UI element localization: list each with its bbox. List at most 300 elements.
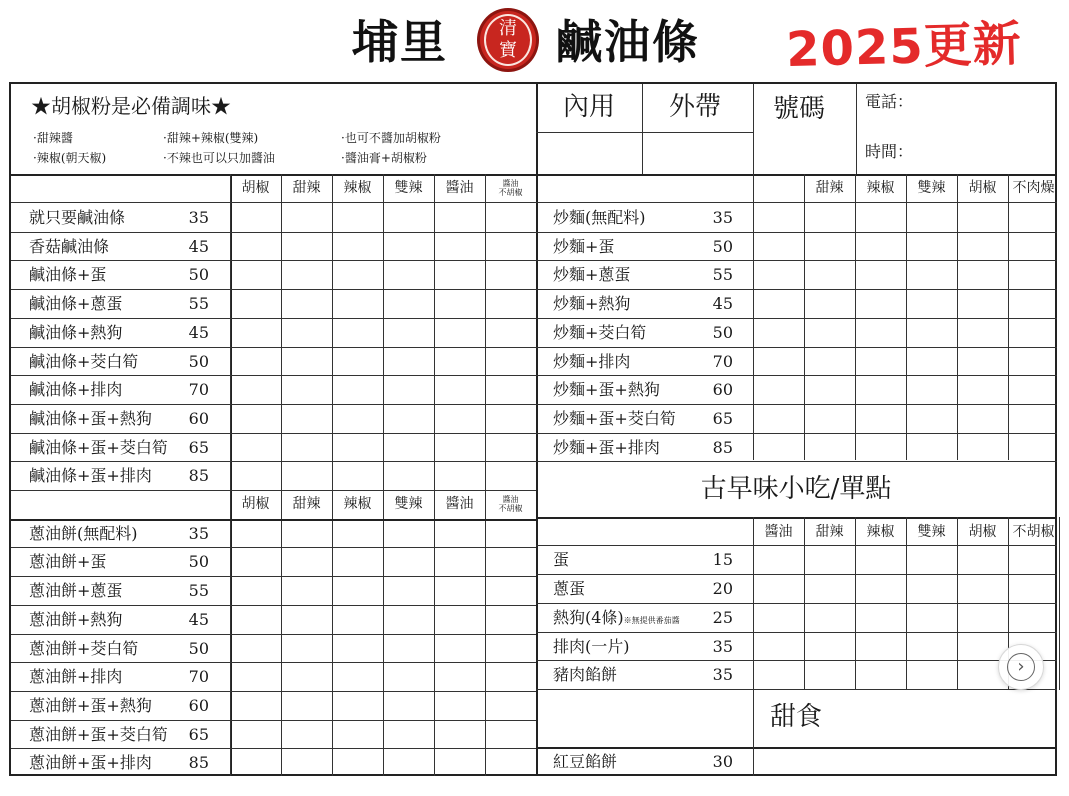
order-checkbox-cell[interactable]	[755, 262, 802, 287]
pancake-item-price: 60	[188, 695, 209, 715]
seal-char-top: 清	[499, 18, 517, 39]
order-checkbox-cell[interactable]	[1010, 605, 1057, 630]
order-checkbox-cell[interactable]	[1010, 234, 1057, 259]
order-checkbox-cell[interactable]	[908, 205, 955, 230]
order-checkbox-cell[interactable]	[385, 234, 432, 259]
order-checkbox-cell[interactable]	[232, 578, 279, 603]
noodle-item-name: 炒麵+蛋+茭白筍	[553, 408, 676, 428]
order-checkbox-cell[interactable]	[959, 435, 1006, 460]
pepper-slogan: ★胡椒粉是必備調味★	[31, 94, 231, 118]
noodle-item-price: 55	[712, 265, 733, 285]
grid-line	[536, 347, 1057, 348]
pancake-item-price: 35	[188, 523, 209, 543]
order-checkbox-cell[interactable]	[806, 262, 853, 287]
order-checkbox-cell[interactable]	[806, 349, 853, 374]
order-checkbox-cell[interactable]	[857, 262, 904, 287]
order-checkbox-cell[interactable]	[755, 320, 802, 345]
grid-line	[230, 174, 231, 776]
order-checkbox-cell[interactable]	[436, 463, 483, 488]
order-checkbox-cell[interactable]	[487, 320, 534, 345]
order-checkbox-cell[interactable]	[857, 547, 904, 572]
youtiao-item-price: 65	[188, 437, 209, 457]
order-checkbox-cell[interactable]	[1010, 320, 1057, 345]
order-checkbox-cell[interactable]	[959, 634, 1006, 659]
order-checkbox-cell[interactable]	[385, 549, 432, 574]
column-header: 不胡椒	[1012, 523, 1055, 540]
phone-label[interactable]: 電話：	[865, 92, 914, 111]
order-checkbox-cell[interactable]	[959, 205, 1006, 230]
grid-line	[332, 174, 333, 776]
order-checkbox-cell[interactable]	[1010, 349, 1057, 374]
order-checkbox-cell[interactable]	[959, 576, 1006, 601]
seal-char-bottom: 寶	[499, 40, 517, 61]
pancake-item-name: 蔥油餅+茭白筍	[29, 638, 139, 658]
grid-line	[536, 660, 1057, 661]
order-checkbox-cell[interactable]	[755, 349, 802, 374]
snack-item-price: 15	[712, 550, 733, 570]
update-badge: 2025更新	[785, 15, 1023, 79]
order-checkbox-cell[interactable]	[806, 377, 853, 402]
order-checkbox-cell[interactable]	[487, 521, 534, 546]
order-checkbox-cell[interactable]	[436, 435, 483, 460]
snack-item-price: 35	[712, 636, 733, 656]
dessert-order-cell[interactable]	[755, 749, 1055, 774]
order-checkbox-cell[interactable]	[283, 349, 330, 374]
order-checkbox-cell[interactable]	[232, 750, 279, 775]
order-checkbox-cell[interactable]	[283, 636, 330, 661]
grid-line	[11, 232, 536, 233]
order-checkbox-cell[interactable]	[283, 377, 330, 402]
order-checkbox-cell[interactable]	[806, 662, 853, 687]
youtiao-item-name: 鹹油條+蔥蛋	[29, 294, 123, 314]
order-checkbox-cell[interactable]	[436, 521, 483, 546]
pancake-item-price: 50	[188, 552, 209, 572]
column-header: 辣椒	[866, 180, 895, 196]
time-label[interactable]: 時間：	[865, 142, 914, 161]
order-checkbox-cell[interactable]	[959, 349, 1006, 374]
snack-item-name: 熱狗(4條)※無提供番茄醬	[553, 607, 680, 627]
youtiao-item-price: 70	[188, 380, 209, 400]
order-checkbox-cell[interactable]	[806, 291, 853, 316]
order-checkbox-cell[interactable]	[385, 377, 432, 402]
order-checkbox-cell[interactable]	[334, 205, 381, 230]
grid-line	[753, 84, 754, 174]
order-checkbox-cell[interactable]	[232, 234, 279, 259]
noodle-item-price: 35	[712, 208, 733, 227]
shop-name: 鹹油條	[556, 15, 700, 69]
order-checkbox-cell[interactable]	[334, 377, 381, 402]
order-checkbox-cell[interactable]	[232, 722, 279, 747]
order-checkbox-cell[interactable]	[436, 205, 483, 230]
order-checkbox-cell[interactable]	[232, 349, 279, 374]
order-checkbox-cell[interactable]	[1010, 576, 1057, 601]
order-checkbox-cell[interactable]	[436, 722, 483, 747]
grid-line	[536, 574, 1057, 575]
order-checkbox-cell[interactable]	[334, 406, 381, 431]
order-checkbox-cell[interactable]	[1010, 406, 1057, 431]
order-checkbox-cell[interactable]	[959, 547, 1006, 572]
order-checkbox-cell[interactable]	[806, 435, 853, 460]
snack-item-price: 25	[712, 607, 733, 627]
order-checkbox-cell[interactable]	[755, 435, 802, 460]
column-header: 不肉燥	[1012, 180, 1055, 196]
pancake-item-price: 85	[188, 753, 209, 773]
order-checkbox-cell[interactable]	[487, 636, 534, 661]
order-checkbox-cell[interactable]	[487, 262, 534, 287]
snack-item-name: 豬肉餡餅	[553, 665, 618, 685]
order-checkbox-cell[interactable]	[908, 349, 955, 374]
order-checkbox-cell[interactable]	[385, 262, 432, 287]
grid-line	[536, 84, 538, 776]
youtiao-item-price: 45	[188, 236, 209, 256]
grid-line	[536, 689, 1057, 690]
order-checkbox-cell[interactable]	[755, 291, 802, 316]
order-checkbox-cell[interactable]	[755, 205, 802, 230]
order-checkbox-cell[interactable]	[232, 664, 279, 689]
grid-line	[536, 318, 1057, 319]
order-checkbox-cell[interactable]	[334, 722, 381, 747]
noodle-item-price: 85	[712, 437, 733, 457]
youtiao-item-price: 50	[188, 351, 209, 371]
order-checkbox-cell[interactable]	[283, 750, 330, 775]
grid-line	[434, 174, 435, 776]
order-checkbox-cell[interactable]	[487, 722, 534, 747]
grid-line	[753, 517, 754, 776]
order-checkbox-cell[interactable]	[232, 521, 279, 546]
order-checkbox-cell[interactable]	[487, 607, 534, 632]
order-checkbox-cell[interactable]	[385, 750, 432, 775]
order-checkbox-cell[interactable]	[755, 547, 802, 572]
noodle-item-name: 炒麵+茭白筍	[553, 322, 647, 342]
column-header: 雙辣	[917, 180, 946, 196]
note-item: ·甜辣醬	[33, 131, 73, 145]
grid-line	[11, 634, 536, 635]
order-checkbox-cell[interactable]	[806, 234, 853, 259]
order-checkbox-cell[interactable]	[232, 262, 279, 287]
order-checkbox-cell[interactable]	[857, 634, 904, 659]
order-checkbox-cell[interactable]	[436, 234, 483, 259]
order-checkbox-cell[interactable]	[487, 435, 534, 460]
order-checkbox-cell[interactable]	[857, 605, 904, 630]
order-checkbox-cell[interactable]	[908, 377, 955, 402]
order-checkbox-cell[interactable]	[436, 406, 483, 431]
grid-line	[11, 662, 536, 663]
order-checkbox-cell[interactable]	[385, 205, 432, 230]
grid-line	[11, 547, 536, 548]
grid-line	[11, 605, 536, 606]
column-header: 醬油	[764, 523, 793, 540]
order-checkbox-cell[interactable]	[857, 291, 904, 316]
order-checkbox-cell[interactable]	[908, 291, 955, 316]
order-checkbox-cell[interactable]	[436, 664, 483, 689]
order-checkbox-cell[interactable]	[857, 205, 904, 230]
order-checkbox-cell[interactable]	[232, 291, 279, 316]
order-checkbox-cell[interactable]	[283, 578, 330, 603]
order-checkbox-cell[interactable]	[436, 377, 483, 402]
order-checkbox-cell[interactable]	[959, 291, 1006, 316]
order-checkbox-cell[interactable]	[334, 636, 381, 661]
order-checkbox-cell[interactable]	[806, 320, 853, 345]
order-checkbox-cell[interactable]	[283, 262, 330, 287]
grid-line	[11, 720, 536, 721]
grid-line	[536, 289, 1057, 290]
order-checkbox-cell[interactable]	[487, 291, 534, 316]
order-checkbox-cell[interactable]	[908, 634, 955, 659]
noodle-item-price: 45	[712, 294, 733, 314]
order-checkbox-cell[interactable]	[436, 291, 483, 316]
order-checkbox-cell[interactable]	[487, 234, 534, 259]
order-checkbox-cell[interactable]	[385, 291, 432, 316]
order-checkbox-cell[interactable]	[908, 547, 955, 572]
order-checkbox-cell[interactable]	[334, 578, 381, 603]
youtiao-item-price: 60	[188, 408, 209, 428]
order-checkbox-cell[interactable]	[385, 320, 432, 345]
snack-item-name: 蛋	[553, 550, 570, 570]
order-checkbox-cell[interactable]	[436, 607, 483, 632]
note-item: ·辣椒(朝天椒)	[33, 151, 107, 165]
order-checkbox-cell[interactable]	[959, 234, 1006, 259]
grid-line	[536, 132, 753, 133]
order-checkbox-cell[interactable]	[283, 664, 330, 689]
order-checkbox-cell[interactable]	[283, 521, 330, 546]
pancake-item-name: 蔥油餅+蛋+熱狗	[29, 695, 152, 715]
order-checkbox-cell[interactable]	[283, 607, 330, 632]
order-checkbox-cell[interactable]	[232, 377, 279, 402]
order-checkbox-cell[interactable]	[334, 234, 381, 259]
order-checkbox-cell[interactable]	[908, 605, 955, 630]
order-checkbox-cell[interactable]	[806, 634, 853, 659]
order-checkbox-cell[interactable]	[755, 662, 802, 687]
order-checkbox-cell[interactable]	[436, 636, 483, 661]
order-checkbox-cell[interactable]	[908, 262, 955, 287]
order-checkbox-cell[interactable]	[283, 291, 330, 316]
order-checkbox-cell[interactable]	[436, 320, 483, 345]
pancake-item-price: 50	[188, 638, 209, 658]
order-checkbox-cell[interactable]	[232, 607, 279, 632]
order-checkbox-cell[interactable]	[487, 664, 534, 689]
grid-line	[11, 174, 1057, 176]
order-checkbox-cell[interactable]	[334, 463, 381, 488]
pancake-item-name: 蔥油餅+熱狗	[29, 609, 123, 629]
order-checkbox-cell[interactable]	[232, 320, 279, 345]
order-checkbox-cell[interactable]	[857, 377, 904, 402]
order-checkbox-cell[interactable]	[334, 750, 381, 775]
order-checkbox-cell[interactable]	[487, 406, 534, 431]
order-checkbox-cell[interactable]	[283, 435, 330, 460]
grid-line	[11, 202, 536, 203]
order-checkbox-cell[interactable]	[436, 549, 483, 574]
order-checkbox-cell[interactable]	[232, 463, 279, 488]
order-checkbox-cell[interactable]	[487, 578, 534, 603]
order-checkbox-cell[interactable]	[857, 576, 904, 601]
order-checkbox-cell[interactable]	[857, 435, 904, 460]
order-checkbox-cell[interactable]	[385, 521, 432, 546]
youtiao-item-name: 香菇鹹油條	[29, 236, 110, 256]
order-checkbox-cell[interactable]	[385, 578, 432, 603]
order-checkbox-cell[interactable]	[232, 636, 279, 661]
order-checkbox-cell[interactable]	[334, 549, 381, 574]
column-header: 甜辣	[292, 180, 321, 196]
order-checkbox-cell[interactable]	[755, 377, 802, 402]
order-checkbox-cell[interactable]	[232, 693, 279, 718]
noodle-item-name: 炒麵+蛋+熱狗	[553, 380, 660, 400]
order-checkbox-cell[interactable]	[283, 463, 330, 488]
order-checkbox-cell[interactable]	[334, 521, 381, 546]
order-checkbox-cell[interactable]	[283, 320, 330, 345]
order-checkbox-cell[interactable]	[1010, 205, 1057, 230]
order-checkbox-cell[interactable]	[857, 234, 904, 259]
order-checkbox-cell[interactable]	[232, 406, 279, 431]
grid-line	[11, 375, 536, 376]
pancake-item-price: 45	[188, 609, 209, 629]
order-checkbox-cell[interactable]	[385, 349, 432, 374]
order-checkbox-cell[interactable]	[334, 320, 381, 345]
order-checkbox-cell[interactable]	[232, 435, 279, 460]
order-checkbox-cell[interactable]	[806, 605, 853, 630]
grid-line	[536, 632, 1057, 633]
order-checkbox-cell[interactable]	[385, 463, 432, 488]
order-checkbox-cell[interactable]	[755, 634, 802, 659]
order-checkbox-cell[interactable]	[755, 406, 802, 431]
order-checkbox-cell[interactable]	[755, 605, 802, 630]
order-checkbox-cell[interactable]	[334, 262, 381, 287]
noodle-item-price: 50	[712, 322, 733, 342]
order-checkbox-cell[interactable]	[806, 547, 853, 572]
column-header: 雙辣	[394, 496, 423, 512]
order-checkbox-cell[interactable]	[334, 435, 381, 460]
grid-line	[536, 202, 1057, 203]
order-checkbox-cell[interactable]	[334, 664, 381, 689]
order-checkbox-cell[interactable]	[385, 693, 432, 718]
order-checkbox-cell[interactable]	[908, 576, 955, 601]
order-checkbox-cell[interactable]	[487, 205, 534, 230]
order-checkbox-cell[interactable]	[232, 549, 279, 574]
noodle-item-name: 炒麵+熱狗	[553, 294, 631, 314]
order-checkbox-cell[interactable]	[487, 377, 534, 402]
order-checkbox-cell[interactable]	[436, 578, 483, 603]
order-checkbox-cell[interactable]	[908, 320, 955, 345]
order-checkbox-cell[interactable]	[385, 435, 432, 460]
order-checkbox-cell[interactable]	[385, 722, 432, 747]
snack-item-name: 蔥蛋	[553, 579, 586, 599]
order-checkbox-cell[interactable]	[959, 377, 1006, 402]
order-checkbox-cell[interactable]	[487, 349, 534, 374]
order-checkbox-cell[interactable]	[1010, 547, 1057, 572]
column-header: 醬油	[445, 496, 474, 512]
order-checkbox-cell[interactable]	[334, 693, 381, 718]
dessert-section-title: 甜食	[769, 702, 822, 732]
order-checkbox-cell[interactable]	[283, 722, 330, 747]
order-checkbox-cell[interactable]	[385, 664, 432, 689]
pancake-item-price: 55	[188, 581, 209, 601]
order-checkbox-cell[interactable]	[385, 636, 432, 661]
pancake-item-name: 蔥油餅+排肉	[29, 667, 123, 687]
order-checkbox-cell[interactable]	[1010, 435, 1057, 460]
page-header	[0, 0, 1069, 84]
order-checkbox-cell[interactable]	[959, 406, 1006, 431]
order-checkbox-cell[interactable]	[857, 320, 904, 345]
note-item: ·醬油膏+胡椒粉	[341, 151, 427, 165]
order-checkbox-cell[interactable]	[283, 549, 330, 574]
pancake-item-name: 蔥油餅+蛋+排肉	[29, 753, 152, 773]
order-checkbox-cell[interactable]	[908, 234, 955, 259]
grid-line	[11, 433, 536, 434]
order-checkbox-cell[interactable]	[436, 349, 483, 374]
order-checkbox-cell[interactable]	[385, 607, 432, 632]
order-checkbox-cell[interactable]	[334, 291, 381, 316]
youtiao-item-name: 鹹油條+排肉	[29, 380, 123, 400]
noodle-item-name: 炒麵(無配料)	[553, 208, 646, 227]
order-checkbox-cell[interactable]	[959, 262, 1006, 287]
column-header: 醬油 不胡椒	[498, 179, 523, 197]
dine-in-label: 內用	[563, 92, 616, 122]
order-checkbox-cell[interactable]	[283, 406, 330, 431]
noodle-item-name: 炒麵+排肉	[553, 351, 631, 371]
order-checkbox-cell[interactable]	[959, 605, 1006, 630]
column-header: 醬油	[445, 180, 474, 196]
order-checkbox-cell[interactable]	[334, 607, 381, 632]
column-header: 胡椒	[241, 180, 270, 196]
order-checkbox-cell[interactable]	[806, 205, 853, 230]
grid-line	[536, 232, 1057, 233]
order-checkbox-cell[interactable]	[857, 662, 904, 687]
snack-item-price: 20	[712, 579, 733, 599]
order-checkbox-cell[interactable]	[806, 576, 853, 601]
grid-line	[536, 433, 1057, 434]
grid-line	[11, 260, 536, 261]
order-checkbox-cell[interactable]	[385, 406, 432, 431]
next-image-button[interactable]	[998, 644, 1044, 690]
order-checkbox-cell[interactable]	[487, 549, 534, 574]
order-checkbox-cell[interactable]	[436, 750, 483, 775]
order-checkbox-cell[interactable]	[487, 750, 534, 775]
grid-line	[536, 517, 1057, 519]
order-checkbox-cell[interactable]	[755, 234, 802, 259]
youtiao-item-name: 鹹油條+熱狗	[29, 322, 123, 342]
order-checkbox-cell[interactable]	[908, 406, 955, 431]
order-checkbox-cell[interactable]	[487, 463, 534, 488]
order-checkbox-cell[interactable]	[283, 234, 330, 259]
order-checkbox-cell[interactable]	[334, 349, 381, 374]
order-checkbox-cell[interactable]	[908, 662, 955, 687]
column-header: 辣椒	[866, 523, 895, 540]
order-checkbox-cell[interactable]	[806, 406, 853, 431]
order-checkbox-cell[interactable]	[283, 205, 330, 230]
order-checkbox-cell[interactable]	[232, 205, 279, 230]
noodle-item-name: 炒麵+蛋	[553, 236, 615, 256]
grid-line	[11, 404, 536, 405]
takeaway-label: 外帶	[669, 92, 722, 122]
snack-item-note: ※無提供番茄醬	[623, 615, 680, 625]
pancake-item-price: 65	[188, 724, 209, 744]
grid-line	[11, 318, 536, 319]
grid-line	[536, 404, 1057, 405]
noodle-item-price: 65	[712, 408, 733, 428]
grid-line	[11, 347, 536, 348]
order-checkbox-cell[interactable]	[857, 349, 904, 374]
order-checkbox-cell[interactable]	[436, 262, 483, 287]
order-checkbox-cell[interactable]	[908, 435, 955, 460]
order-checkbox-cell[interactable]	[283, 693, 330, 718]
order-checkbox-cell[interactable]	[755, 576, 802, 601]
order-checkbox-cell[interactable]	[487, 693, 534, 718]
order-checkbox-cell[interactable]	[1010, 262, 1057, 287]
order-checkbox-cell[interactable]	[857, 406, 904, 431]
order-checkbox-cell[interactable]	[436, 693, 483, 718]
order-checkbox-cell[interactable]	[1010, 377, 1057, 402]
order-checkbox-cell[interactable]	[959, 320, 1006, 345]
order-checkbox-cell[interactable]	[1010, 291, 1057, 316]
